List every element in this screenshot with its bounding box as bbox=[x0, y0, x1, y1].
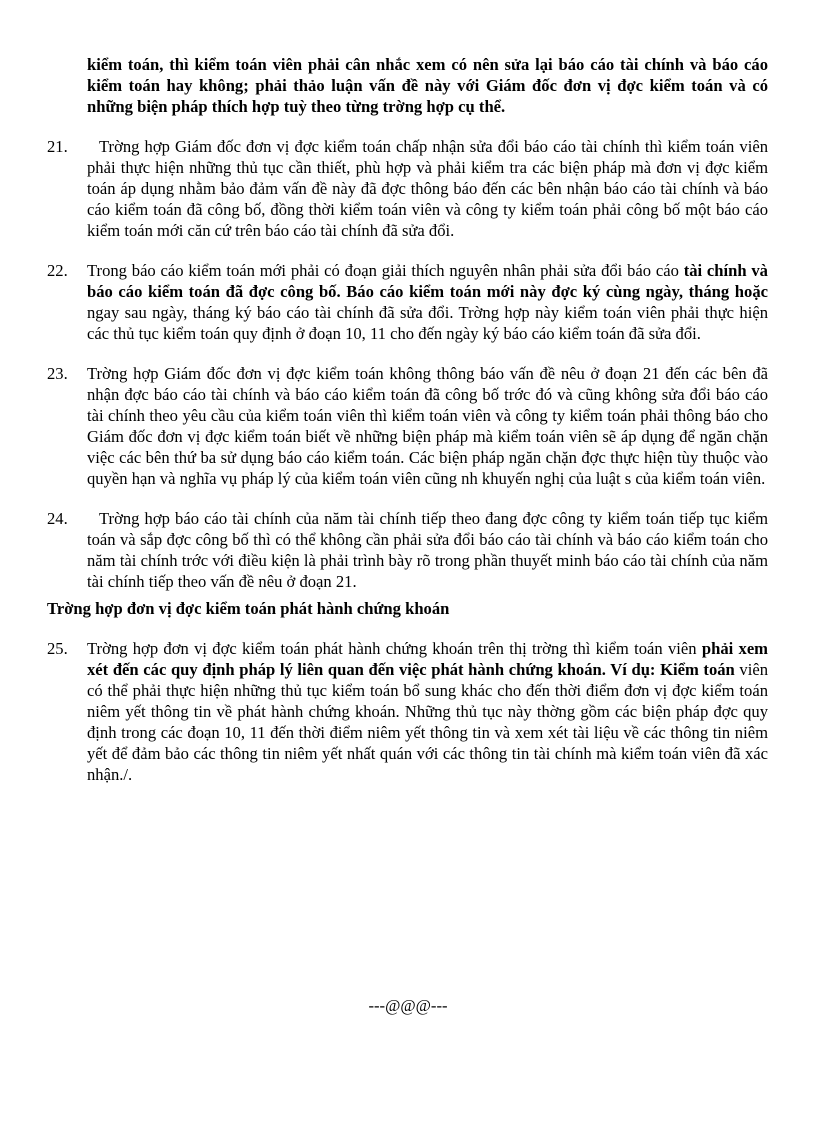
section-heading: Trờng hợp đơn vị đợc kiểm toán phát hành chứng khoán bbox=[47, 599, 450, 618]
bold-run: phải xem xét đến các quy định pháp lý liên quan đến việc phát hành chứng khoán. Ví dụ: Kiểm toán bbox=[87, 639, 769, 679]
continuation-paragraph bbox=[87, 54, 768, 117]
paragraph-21 bbox=[47, 136, 768, 241]
paragraph-22 bbox=[47, 260, 768, 344]
text-run: Trờng hợp đơn vị đợc kiểm toán phát hành chứng khoán trên thị trờng thì kiểm toán viên bbox=[87, 639, 702, 658]
text-run: ngay sau ngày, tháng ký báo cáo tài chính đã sửa đổi. Trờng hợp này kiểm toán viên phải thực hiện các thủ tục kiểm toán quy định ở đoạn 10, 11 cho đến ngày ký báo cáo kiểm toán đã sửa đổi. bbox=[87, 303, 768, 343]
paragraph-text bbox=[87, 638, 768, 785]
text-run: viên có thể phải thực hiện những thủ tục kiểm toán bổ sung khác cho đến thời điểm đơn vị đợc kiểm toán niêm yết thông tin về phát hành chứng khoán. Những thủ tục này thờng gồm các biện pháp đợc quy định trong các đoạn 10, 11 đến thời điểm niêm yết thông tin và xem xét tài liệu về các thông tin niêm yết để đảm bảo các thông tin niêm yết nhất quán với các thông tin tài chính mà kiểm toán viên đã xác nhận./. bbox=[87, 660, 769, 784]
bold-run: tài chính và báo cáo kiểm toán đã đợc công bố. Báo cáo kiểm toán mới này đợc ký cùng ngày, tháng hoặc bbox=[87, 261, 768, 301]
paragraph-number: 22. bbox=[47, 261, 68, 280]
paragraph-25 bbox=[47, 638, 768, 785]
paragraph-number: 23. bbox=[47, 364, 68, 383]
paragraph-text bbox=[87, 260, 768, 344]
paragraph-text: Trờng hợp Giám đốc đơn vị đợc kiểm toán chấp nhận sửa đổi báo cáo tài chính thì kiểm toán viên phải thực hiện những thủ tục cần thiết, phù hợp và phải kiểm tra các biện pháp mà đơn vị đợc kiểm toán áp dụng nhằm bảo đảm vấn đề này đã đợc thông báo đến các bên nhận báo cáo tài chính và báo cáo kiểm toán đã công bố, đồng thời kiểm toán viên và công ty kiểm toán phải công bố một báo cáo kiểm toán mới căn cứ trên báo cáo tài chính đã sửa đổi. bbox=[87, 137, 768, 240]
paragraph-text: Trờng hợp báo cáo tài chính của năm tài chính tiếp theo đang đợc công ty kiểm toán tiếp tục kiểm toán và sắp đợc công bố thì có thể không cần phải sửa đổi báo cáo tài chính và báo cáo kiểm toán cho năm tài chính trớc với điều kiện là phải trình bày rõ trong phần thuyết minh báo cáo tài chính của năm tài chính tiếp theo vấn đề nêu ở đoạn 21. bbox=[87, 509, 768, 591]
text-run: Trong báo cáo kiểm toán mới phải có đoạn giải thích nguyên nhân phải sửa đổi báo cáo bbox=[87, 261, 684, 280]
continuation-text: kiểm toán, thì kiểm toán viên phải cân nhắc xem có nên sửa lại báo cáo tài chính và báo cáo kiểm toán hay không; phải thảo luận vấn đề này với Giám đốc đơn vị đợc kiểm toán và có những biện pháp thích hợp tuỳ theo từng trờng hợp cụ thể. bbox=[87, 55, 768, 116]
paragraph-number: 25. bbox=[47, 639, 68, 658]
paragraph-number: 24. bbox=[47, 509, 68, 528]
paragraph-23 bbox=[47, 363, 768, 489]
paragraph-24 bbox=[47, 508, 768, 592]
end-marker: ---@@@--- bbox=[368, 996, 448, 1015]
paragraph-text: Trờng hợp Giám đốc đơn vị đợc kiểm toán không thông báo vấn đề nêu ở đoạn 21 đến các bên đã nhận đợc báo cáo tài chính và báo cáo kiểm toán đã công bố trớc đó và cũng không sửa đổi báo cáo tài chính theo yêu cầu của kiểm toán viên thì kiểm toán viên và công ty kiểm toán phải thông báo cho Giám đốc đơn vị đợc kiểm toán biết về những biện pháp mà kiểm toán viên sẽ áp dụng để ngăn chặn việc các bên thứ ba sử dụng báo cáo kiểm toán. Các biện pháp ngăn chặn đợc thực hiện tùy thuộc vào quyền hạn và nghĩa vụ pháp lý của kiểm toán viên cũng nh khuyến nghị của luật s của kiểm toán viên. bbox=[87, 364, 768, 488]
document-page bbox=[47, 54, 768, 785]
paragraph-number: 21. bbox=[47, 137, 68, 156]
